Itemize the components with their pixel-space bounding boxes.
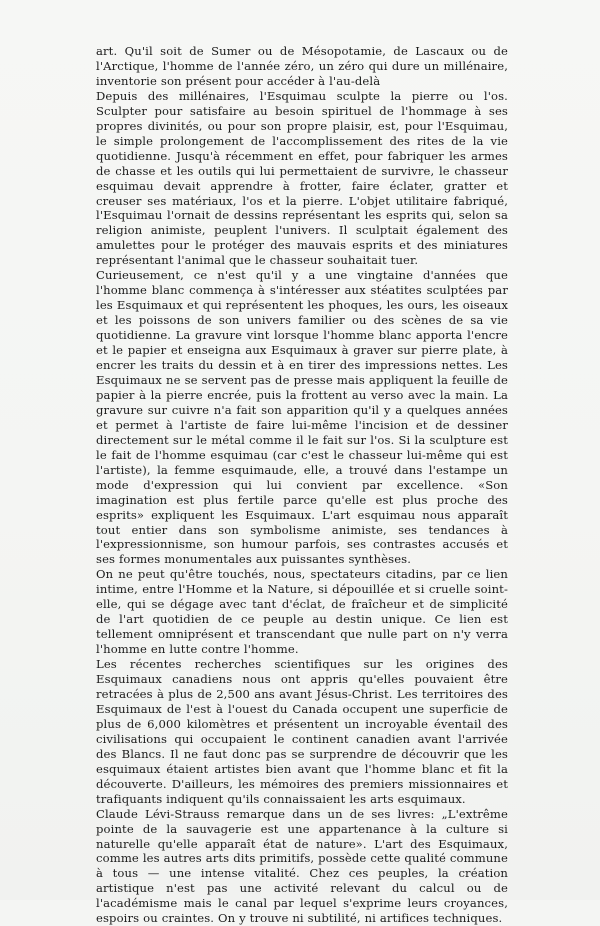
paragraph-5: Les récentes recherches scientifiques sur les origines des Esquimaux canadiens nous ont appris qu'elles pouvaient être retracées à plus de 2,500 ans avant Jésus-Christ. Les territoires des Esquimaux de l'est à l'ouest du Canada occupent une superficie de plus de 6,000 kilomètres et présentent un incroyable éventail des civilisations qui occupaient le continent canadien avant l'arrivée des Blancs. Il ne faut donc pas se surprendre de découvrir que les esquimaux étaient artistes bien avant que l'homme blanc et fit la découverte. D'ailleurs, les mémoires des premiers missionnaires et trafiquants indiquent qu'ils connaissaient les arts esquimaux. (96, 657, 508, 806)
paragraph-1: art. Qu'il soit de Sumer ou de Mésopotamie, de Lascaux ou de l'Arctique, l'homme de l'année zéro, un zéro qui dure un millénaire, inventorie son présent pour accéder à l'au-delà (96, 44, 508, 88)
paragraph-2: Depuis des millénaires, l'Esquimau sculpte la pierre ou l'os. Sculpter pour satisfaire au besoin spirituel de l'hommage à ses propres divinités, ou pour son propre plaisir, est, pour l'Esquimau, le simple prolongement de l'accomplissement des rites de la vie quotidienne. Jusqu'à récemment en effet, pour fabriquer les armes de chasse et les outils qui lui permettaient de survivre, le chasseur esquimau devait apprendre à frotter, faire éclater, gratter et creuser ses matériaux, l'os et la pierre. L'objet utilitaire fabriqué, l'Esquimau l'ornait de dessins représentant les esprits qui, selon sa religion animiste, peuplent l'univers. Il sculptait également des amulettes pour le protéger des mauvais esprits et des miniatures représentant l'animal que le chasseur souhaitait tuer. (96, 88, 508, 268)
text-column (96, 44, 508, 926)
paragraph-4: On ne peut qu'être touchés, nous, spectateurs citadins, par ce lien intime, entre l'Homme et la Nature, si dépouillée et si cruelle soint-elle, qui se dégage avec tant d'éclat, de fraîcheur et de simplicité de l'art quotidien de ce peuple au destin unique. Ce lien est tellement omniprésent et transcendant que nulle part on n'y verra l'homme en lutte contre l'homme. (96, 567, 508, 657)
paragraph-3: Curieusement, ce n'est qu'il y a une vingtaine d'années que l'homme blanc commença à s'intéresser aux stéatites sculptées par les Esquimaux et qui représentent les phoques, les ours, les oiseaux et les poissons de son univers familier ou des scènes de sa vie quotidienne. La gravure vint lorsque l'homme blanc apporta l'encre et le papier et enseigna aux Esquimaux à graver sur pierre plate, à encrer les traits du dessin et à en tirer des impressions nettes. Les Esquimaux ne se servent pas de presse mais appliquent la feuille de papier à la pierre encrée, puis la frottent au verso avec la main. La gravure sur cuivre n'a fait son apparition qu'il y a quelques années et permet à l'artiste de faire lui-même l'incision et de dessiner directement sur le métal comme il le fait sur l'os. Si la sculpture est le fait de l'homme esquimau (car c'est le chasseur lui-même qui est l'artiste), la femme esquimaude, elle, a trouvé dans l'estampe un mode d'expression qui lui convient par excellence. «Son imagination est plus fertile parce qu'elle est plus proche des esprits» expliquent les Esquimaux. L'art esquimau nous apparaît tout entier dans son symbolisme animiste, ses tendances à l'expressionnisme, son humour parfois, ses contrastes accusés et ses formes monumentales aux puissantes synthèses. (96, 268, 508, 567)
paragraph-6: Claude Lévi-Strauss remarque dans un de ses livres: „L'extrême pointe de la sauvagerie est une appartenance à la culture si naturelle qu'elle apparaît état de nature». L'art des Esquimaux, comme les autres arts dits primitifs, possède cette qualité commune à tous — une intense vitalité. Chez ces peuples, la création artistique n'est pas une activité relevant du calcul ou de l'académisme mais le canal par lequel s'exprime leurs croyances, espoirs ou craintes. On y trouve ni subtilité, ni artifices techniques. (96, 806, 508, 926)
